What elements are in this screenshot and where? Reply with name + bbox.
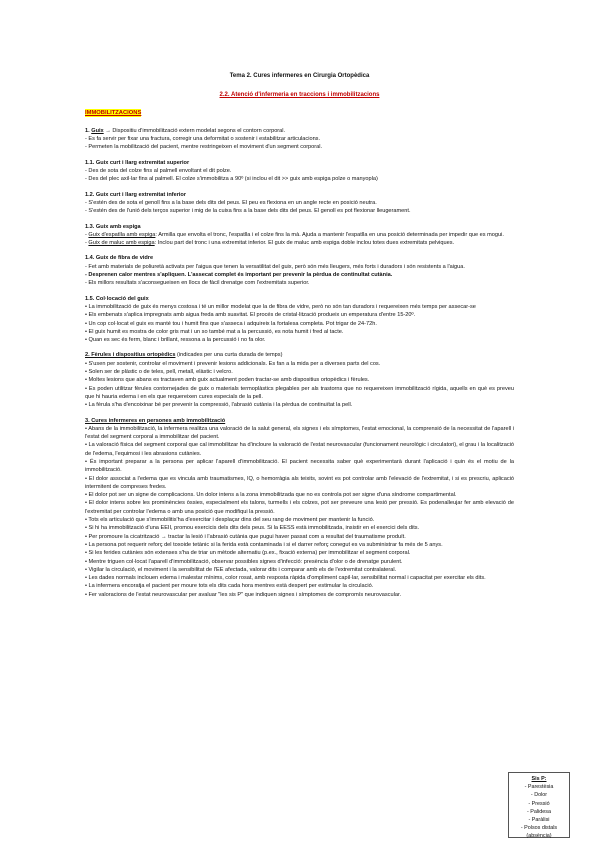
section-guix-intro bbox=[85, 127, 514, 135]
term-text: : Inclou part del tronc i una extremitat inferior. El guix de maluc amb espiga doble inclou totes dues extremitats pelviques. bbox=[154, 240, 455, 247]
list-item: - Permeten la mobilització del pacient, mentre restringeixen el moviment d'un segment corporal. bbox=[85, 144, 323, 151]
sis-p-item: - Palidesa bbox=[527, 808, 551, 815]
list-item: • Quan es sec és ferm, blanc i brillant, ressona a la percussió i no fa olor. bbox=[85, 337, 266, 344]
list-item: • És important preparar a la persona per aplicar l'aparell d'immobilització. El pacient necessita saber què experimentarà durant l'aplicació i quin és el motiu de la immobilització. bbox=[85, 458, 514, 474]
list-item: • La persona pot requerir reforç del toxoide tetànic si la ferida està contaminada i si el darrer reforç conegut es va subministrar fa més de 5 anys. bbox=[85, 541, 443, 548]
list-item: • Abans de la immobilització, la infermera realitza una valoració de la salut general, els signes i els símptomes, l'estat emocional, la comprensió de la necessitat de l'aparell i l'estat del segment corporal a immobilitzar del pacient. bbox=[85, 425, 514, 441]
section-heading bbox=[85, 417, 514, 425]
list-item: • La valoració física del segment corporal que cal immobilitzar ha d'incloure la valoració de l'estat neurovascular (funcionament neurològic i circulatori), el grau i la localització de l'edema, l'equimosi i les abrasions cutànies. bbox=[85, 442, 514, 457]
list-item: - Guix de maluc amb espiga: Inclou part del tronc i una extremitat inferior. El guix de maluc amb espiga doble inclou totes dues extremitats pelviques. bbox=[85, 240, 455, 247]
section-heading: 1.2. Guix curt i llarg extremitat inferior bbox=[85, 191, 187, 198]
sis-p-item: - Dolor bbox=[530, 792, 548, 799]
list-item: • La infermera encoratja el pacient per moure tots els dits cada hora mentres està despert per estimular la circulació. bbox=[85, 583, 374, 590]
list-item: - Fet amb materials de poliuretà activats per l'aigua que tenen la versatilitat del guix, però són més lleugers, més forts i duradors i són resistents a l'aigua. bbox=[85, 263, 465, 270]
section-guix-intro-text: → Dispositiu d'immobilització extern modelat segons el contorn corporal. bbox=[105, 127, 286, 134]
list-item: • Per promoure la cicatrització → tractar la lesió i l'abrasió cutània que pugui haver passat com a resultat del traumatisme produït. bbox=[85, 533, 406, 540]
sis-p-item: - Paràlisi bbox=[528, 817, 550, 824]
list-item: • Fer valoracions de l'estat neurovascular per avaluar "les sis P" que indiquen signes i símptomes de compromís neurovascular. bbox=[85, 591, 402, 598]
section-fibra-vidre bbox=[85, 254, 514, 287]
section-title: 2. Fèrules i dispositius ortopèdics bbox=[85, 352, 176, 359]
list-item: • Tots els articulació que s'immobilitis'ha d'exercitar i desplaçar dins del seu rang de moviment per mantenir la funció. bbox=[85, 517, 375, 524]
section-guix-inferior bbox=[85, 191, 514, 216]
sis-p-item: - Pressió bbox=[528, 800, 550, 807]
list-item: • La fèrula s'ha d'encoixinar bé per prevenir la compressió, l'abrasió cutània i la pèrdua de continuïtat la pell. bbox=[85, 402, 353, 409]
section-heading bbox=[85, 351, 514, 359]
list-item: • La immobilització de guix és menys costosa i té un millor modelat que la de fibra de vidre, però no són tan duradors i requereixen més temps per assecar-se bbox=[85, 303, 476, 310]
sis-p-item: - Parestèsia bbox=[524, 784, 554, 791]
sis-p-box bbox=[508, 772, 570, 838]
list-item: • El dolor associat a l'edema que es vincula amb traumatismes, IQ, o hemorràgia als teixits, sovint es pot controlar amb l'elevació de l'extremitat, i si es prescriu, aplicació intermitent de compreses fredes. bbox=[85, 475, 514, 490]
sis-p-item: (absència) bbox=[526, 833, 552, 840]
list-item: - S'estén des de l'unió dels terços superior i mig de la cuixa fins a la base dels dits del peus. El genoll es pot flexionar lleugerament. bbox=[85, 208, 411, 215]
list-item: - Des de sota del colze fins al palmell envoltant el dit polze. bbox=[85, 168, 232, 175]
list-item: - Guix d'espatlla amb espiga: Armilla que envolta el tronc, l'espatlla i el colze fins la mà. Ajuda a mantenir l'espatlla en una posició determinada per impedir que es mogui. bbox=[85, 231, 504, 238]
section-guix bbox=[85, 127, 514, 152]
section-guix-espiga bbox=[85, 223, 514, 248]
list-item: • Els embenats s'aplica impregnats amb aigua freda amb suavitat. El procés de cristal·lització produeix un emperatura d'entre 15-20º. bbox=[85, 312, 416, 319]
section-heading: 1.4. Guix de fibra de vidre bbox=[85, 255, 154, 262]
term-label: Guix d'espatlla amb espiga bbox=[88, 231, 156, 238]
list-item: • Un cop col·locat el guix es manté tou i humit fins que s'asseca i adquireix la fortalesa completa. Pot trigar de 24-72h. bbox=[85, 320, 377, 327]
sis-p-item: - Polsos distals bbox=[520, 825, 558, 832]
list-item: • Vigilar la circulació, el moviment i la sensibilitat de l'EE afectada, valorar dits i comparar amb els de l'extremitat contralateral. bbox=[85, 566, 397, 573]
section-heading: 1.1. Guix curt i llarg extremitat superior bbox=[85, 159, 190, 166]
list-item: - Es fa servir per fixar una fractura, corregir una deformitat o sostenir i estabilitzar articulacions. bbox=[85, 136, 321, 143]
section-guix-superior bbox=[85, 159, 514, 184]
section-heading: 1.3. Guix amb espiga bbox=[85, 223, 141, 230]
list-item: • Moltes lesions que abans es tractaven amb guix actualment poden tractar-se amb dispositius ortopèdics i fèrules. bbox=[85, 377, 370, 384]
section-title: 3. Cures infermeres en persones amb immobilització bbox=[85, 417, 226, 424]
list-item: • El dolor pot ser un signe de complicacions. Un dolor intens a la zona immobilitzada que no es controla pot ser signe d'una síndrome compartimental. bbox=[85, 492, 457, 499]
document-header bbox=[85, 72, 514, 100]
section-guix-title: Guix bbox=[91, 127, 104, 134]
section-ferules bbox=[85, 351, 514, 409]
sis-p-title: Sis P: bbox=[531, 776, 547, 782]
term-label: Guix de maluc amb espiga bbox=[88, 240, 155, 247]
list-item: - Des del plec axil·lar fins al palmell. El colze s'immobilitza a 90º (si inclou el dit >> guix amb espiga polze o manyopla) bbox=[85, 176, 378, 183]
list-item: • Si les ferides cutànies són extenses s'ha de triar un mètode alternatiu (p.ex., fixació externa) per immobilitzar el segment corporal. bbox=[85, 550, 411, 557]
list-item: • El guix humit es mostra de color gris mat i un so també mat a la percussió, es nota humit i fred al tacte. bbox=[85, 328, 344, 335]
section-heading: 1.5. Col·locació del guix bbox=[85, 295, 149, 302]
document-subtitle: 2.2. Atenció d'infermeria en traccions i immobilitzacions bbox=[219, 92, 380, 99]
document-title: Tema 2. Cures infermeres en Cirurgia Ortopèdica bbox=[229, 73, 370, 79]
list-item: - S'estén des de sota el genoll fins a la base dels dits del peus. El peu es flexiona en un angle recte en posició neutra. bbox=[85, 199, 377, 206]
list-item: • Les dades normals inclouen edema i malestar mínims, color rosat, amb resposta ràpida d'ompliment capil·lar, sensibilitat normal i capacitat per exercitar els dits. bbox=[85, 575, 486, 582]
list-item: • S'usen per sostenir, controlar el moviment i prevenir lesions addicionals. Es fan a la mida per a diverses parts del cos. bbox=[85, 360, 381, 367]
list-item: - Desprenen calor mentres s'apliquen. L'assecat complet és important per prevenir la pèrdua de continuïtat cutània. bbox=[85, 272, 393, 279]
list-item: • Es poden utilitzar fèrules contornejades de guix o materials termoplàstics plegables per als trastorns que no requereixen immobilització rígida, aquells en què es preveu que hi hauria edema i en els que requereixen cures especials de la pell. bbox=[85, 385, 514, 400]
term-text: : Armilla que envolta el tronc, l'espatlla i el colze fins la mà. Ajuda a mantenir l'espatlla en una posició determinada per impedir que es mogui. bbox=[155, 231, 504, 238]
list-item: • Solen ser de plàstic o de teles, pell, metall, elàstic i velcro. bbox=[85, 369, 233, 376]
section-cures bbox=[85, 417, 514, 600]
list-item: • El dolor intens sobre les prominències òssies, especialment els talons, turmells i els colzes, pot ser preveure una lesió per pressió. Es podenalleujar fer amb elevació de l'extremitat per controlar l'edema o amb una posició que modifiqui la pressió. bbox=[85, 500, 514, 515]
section-label: IMMOBILITZACIONS bbox=[85, 109, 142, 116]
section-guix-num: 1. bbox=[85, 127, 90, 134]
list-item: • Mentre triguen col·locat l'aparell d'immobilització, observar possibles signes d'infecció: presència d'olor o de drenatge purulent. bbox=[85, 558, 403, 565]
section-collocacio bbox=[85, 295, 514, 345]
section-label-wrapper bbox=[85, 109, 514, 127]
list-item: • Si hi ha immobilització d'una EEII, promou exercicis dels dits dels peus. Si la EESS està immobilitzada, insistir en el exercici dels dits. bbox=[85, 525, 420, 532]
list-item: - Els millors resultats s'aconsegueixen en llocs de fàcil drenatge com l'extremitats superior. bbox=[85, 280, 310, 287]
section-title-suffix: (indicades per una curta durada de temps) bbox=[175, 352, 283, 359]
